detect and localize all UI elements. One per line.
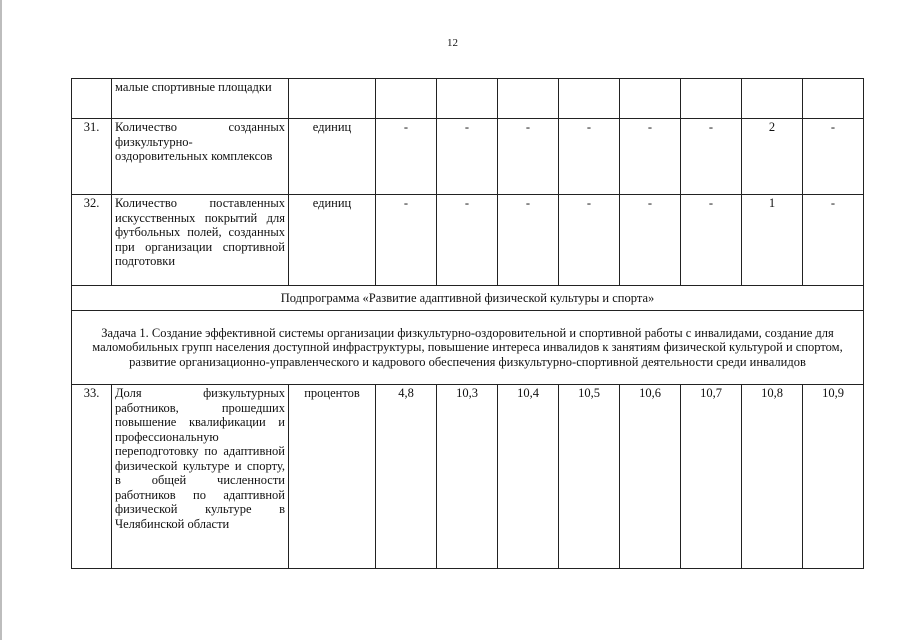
indicator-name: Доля физкультурных работников, прошедших повышение квалификации и профессиональную переподготовку по адаптивной физической культуре и спорту, в общей численности работников по адаптивной физической культуре в Челябинской области bbox=[112, 385, 289, 569]
value-cell: - bbox=[620, 119, 681, 195]
table-row bbox=[72, 119, 864, 195]
value-cell: 10,6 bbox=[620, 385, 681, 569]
value-cell: - bbox=[437, 119, 498, 195]
indicators-table bbox=[71, 78, 864, 569]
value-cell: 10,7 bbox=[681, 385, 742, 569]
unit: единиц bbox=[289, 195, 376, 286]
table-row bbox=[72, 79, 864, 119]
value-cell: - bbox=[498, 195, 559, 286]
subprogram-row bbox=[72, 286, 864, 311]
value-cell bbox=[559, 79, 620, 119]
value-cell: - bbox=[559, 195, 620, 286]
value-cell: 10,4 bbox=[498, 385, 559, 569]
indicator-name: Количество поставленных искусственных покрытий для футбольных полей, созданных при организации спортивной подготовки bbox=[112, 195, 289, 286]
value-cell: - bbox=[803, 119, 864, 195]
row-number: 33. bbox=[72, 385, 112, 569]
value-cell: 4,8 bbox=[376, 385, 437, 569]
value-cell: 10,9 bbox=[803, 385, 864, 569]
row-number: 31. bbox=[72, 119, 112, 195]
row-number bbox=[72, 79, 112, 119]
indicator-name: Количество созданных физкультурно-оздоровительных комплексов bbox=[112, 119, 289, 195]
table-row bbox=[72, 195, 864, 286]
value-cell: 1 bbox=[742, 195, 803, 286]
row-number: 32. bbox=[72, 195, 112, 286]
unit: единиц bbox=[289, 119, 376, 195]
page-edge bbox=[0, 0, 2, 640]
value-cell bbox=[681, 79, 742, 119]
value-cell bbox=[742, 79, 803, 119]
task-row bbox=[72, 311, 864, 385]
value-cell: 2 bbox=[742, 119, 803, 195]
value-cell bbox=[498, 79, 559, 119]
value-cell: - bbox=[376, 195, 437, 286]
page-number: 12 bbox=[447, 37, 458, 49]
value-cell bbox=[437, 79, 498, 119]
value-cell: - bbox=[681, 195, 742, 286]
indicator-name: малые спортивные площадки bbox=[112, 79, 289, 119]
value-cell: - bbox=[803, 195, 864, 286]
value-cell: - bbox=[620, 195, 681, 286]
unit bbox=[289, 79, 376, 119]
table-row bbox=[72, 385, 864, 569]
value-cell bbox=[803, 79, 864, 119]
subprogram-title: Подпрограмма «Развитие адаптивной физической культуры и спорта» bbox=[72, 286, 864, 311]
value-cell bbox=[620, 79, 681, 119]
value-cell: - bbox=[437, 195, 498, 286]
value-cell: 10,5 bbox=[559, 385, 620, 569]
value-cell: - bbox=[498, 119, 559, 195]
value-cell: - bbox=[376, 119, 437, 195]
unit: процентов bbox=[289, 385, 376, 569]
value-cell: 10,3 bbox=[437, 385, 498, 569]
value-cell: - bbox=[559, 119, 620, 195]
value-cell: 10,8 bbox=[742, 385, 803, 569]
value-cell bbox=[376, 79, 437, 119]
task-title: Задача 1. Создание эффективной системы организации физкультурно-оздоровительной и спортивной работы с инвалидами, создание для маломобильных групп населения доступной инфраструктуры, повышение интереса инвалидов к занятиям физической культурой и спортом, развитие организационно-управленческого и кадрового обеспечения физкультурно-спортивной деятельности среди инвалидов bbox=[72, 311, 864, 385]
value-cell: - bbox=[681, 119, 742, 195]
